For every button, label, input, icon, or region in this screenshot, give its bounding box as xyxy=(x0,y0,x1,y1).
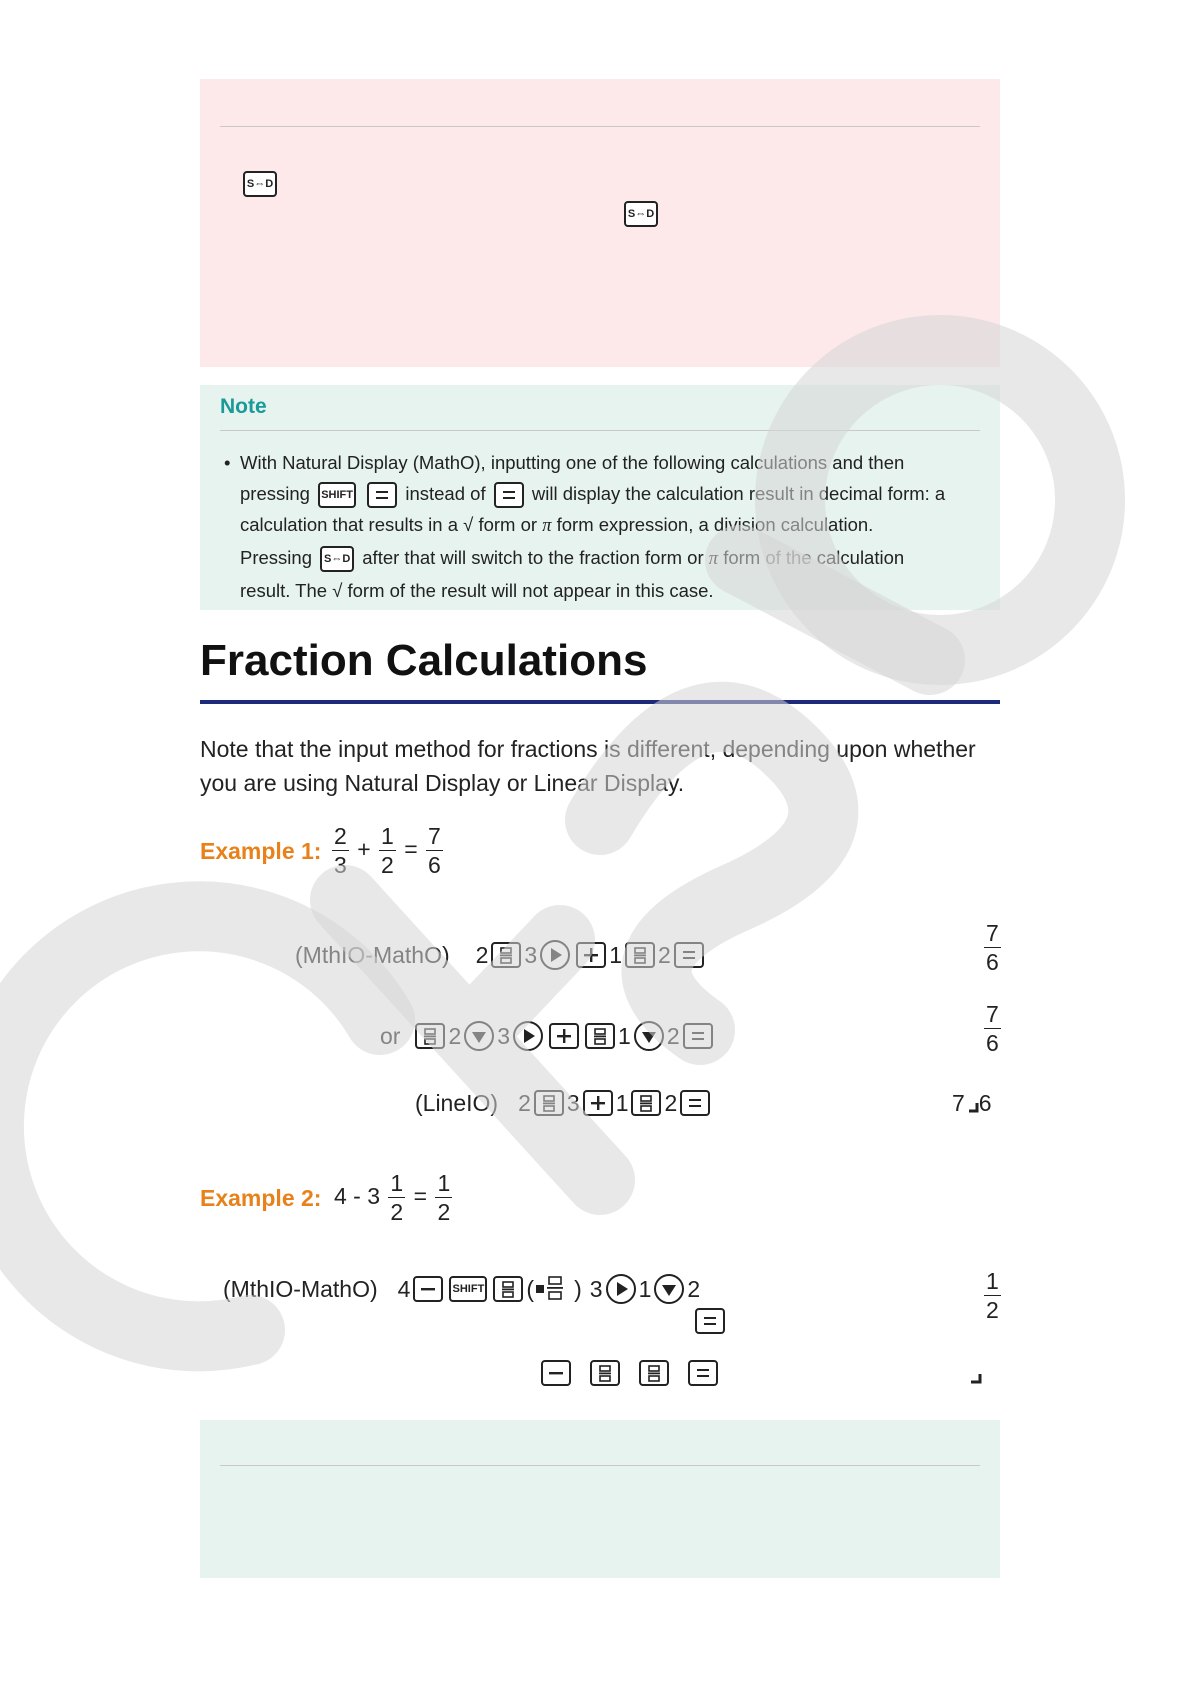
right-arrow-key-icon xyxy=(540,940,570,970)
right-arrow-key-icon xyxy=(606,1274,636,1304)
denominator: 2 xyxy=(986,1297,999,1323)
example-1-keystrokes-lineio xyxy=(415,1086,713,1120)
note-line-text: Pressing xyxy=(240,547,312,568)
example-1-keystrokes-alt xyxy=(380,1019,716,1053)
fraction-separator-icon xyxy=(965,1091,979,1115)
numerator: 1 xyxy=(390,1170,404,1196)
caution-box xyxy=(200,79,1000,367)
note-line-text: form of the calculation xyxy=(723,547,905,568)
digit: 1 xyxy=(615,1089,629,1116)
note-divider xyxy=(220,430,980,431)
note-line-text: result. The xyxy=(240,580,328,601)
fraction xyxy=(984,1270,1001,1322)
fraction xyxy=(379,825,396,877)
expression-text: 4 - 3 xyxy=(334,1183,381,1210)
fraction xyxy=(435,1172,452,1224)
fraction-key-icon xyxy=(625,942,655,968)
fraction-key-icon xyxy=(585,1023,615,1049)
digit: 4 xyxy=(397,1275,411,1302)
minus-key-icon xyxy=(541,1360,571,1386)
note-line xyxy=(240,542,984,575)
digit: 1 xyxy=(618,1022,631,1049)
result-value: 7 xyxy=(952,1089,965,1116)
right-arrow-key-icon xyxy=(513,1021,543,1051)
numerator: 1 xyxy=(986,1268,999,1294)
note-line xyxy=(240,478,984,509)
note-line-text: form of the result will not appear in this case. xyxy=(347,580,714,601)
paren: ( xyxy=(526,1275,535,1302)
section-intro: Note that the input method for fractions is different, depending upon whether you are using Natural Display or Linear Display. xyxy=(200,736,976,796)
mode-label: (MthIO-MathO) xyxy=(295,941,450,968)
note-line-text: calculation that results in a xyxy=(240,514,459,535)
sqrt-symbol: √ xyxy=(332,580,343,601)
digit: 2 xyxy=(448,1022,462,1049)
digit: 1 xyxy=(609,941,623,968)
digit: 2 xyxy=(475,941,489,968)
denominator: 6 xyxy=(428,852,441,878)
digit: 3 xyxy=(497,1022,511,1049)
equals-sign: = xyxy=(413,1183,428,1210)
note-title: Note xyxy=(220,395,267,418)
plus-key-icon xyxy=(549,1023,579,1049)
pi-symbol: π xyxy=(542,516,552,536)
sqrt-symbol: √ xyxy=(463,514,474,535)
fraction-key-icon xyxy=(590,1360,620,1386)
denominator: 2 xyxy=(390,1199,404,1225)
equals-key-icon xyxy=(680,1090,710,1116)
example-1-label: Example 1: xyxy=(200,838,322,864)
caution-box-divider xyxy=(220,126,980,127)
example-1-keystrokes-mathio xyxy=(295,938,707,972)
fraction xyxy=(332,825,349,877)
note-line-text: form or xyxy=(478,514,538,535)
example-1-expression xyxy=(330,825,445,877)
example-1-result-3 xyxy=(952,1086,992,1120)
example-2-equals-line xyxy=(692,1304,728,1338)
fraction xyxy=(426,825,443,877)
sd-key-icon: S⇔D xyxy=(243,171,277,197)
digit: 3 xyxy=(524,941,538,968)
mixed-fraction-icon xyxy=(534,1275,574,1303)
sd-key-icon: S⇔D xyxy=(624,201,658,227)
paren: ) xyxy=(574,1275,582,1302)
plus-key-icon xyxy=(576,942,606,968)
plus-sign: + xyxy=(357,836,371,863)
numerator: 1 xyxy=(381,823,394,849)
note-line-text: form expression, a division calculation. xyxy=(556,514,874,535)
example-2-label: Example 2: xyxy=(200,1185,322,1211)
numerator: 7 xyxy=(986,920,999,946)
example-2-expression xyxy=(334,1172,454,1224)
digit: 3 xyxy=(589,1275,603,1302)
digit: 1 xyxy=(638,1275,652,1302)
plus-key-icon xyxy=(583,1090,613,1116)
fraction xyxy=(984,1003,1001,1055)
section-title-rule xyxy=(200,700,1000,704)
equals-key-icon xyxy=(367,482,397,508)
fraction-separator-icon xyxy=(968,1366,984,1386)
fraction-key-icon xyxy=(534,1090,564,1116)
numerator: 7 xyxy=(428,823,441,849)
note-line-text: instead of xyxy=(405,483,486,504)
digit: 2 xyxy=(666,1022,680,1049)
example-2-keystrokes-second xyxy=(538,1356,721,1390)
shift-key-icon: SHIFT xyxy=(318,482,356,508)
equals-key-icon xyxy=(695,1308,725,1334)
denominator: 2 xyxy=(437,1199,451,1225)
note-line-text: will display the calculation result in decimal form: a xyxy=(531,483,946,504)
mode-label: (LineIO) xyxy=(415,1089,499,1116)
note-line xyxy=(240,509,984,542)
shift-key-icon: SHIFT xyxy=(449,1276,487,1302)
equals-key-icon xyxy=(683,1023,713,1049)
example-2-result xyxy=(982,1270,1003,1322)
equals-sign: = xyxy=(404,836,418,863)
sd-key-icon: S⇔D xyxy=(320,546,354,572)
bottom-note-divider xyxy=(220,1465,980,1466)
minus-key-icon xyxy=(413,1276,443,1302)
bullet: • xyxy=(224,452,231,473)
note-line xyxy=(240,447,984,478)
numerator: 7 xyxy=(986,1001,999,1027)
down-arrow-key-icon xyxy=(654,1274,684,1304)
down-arrow-key-icon xyxy=(464,1021,494,1051)
bottom-note-box xyxy=(200,1420,1000,1578)
example-1-result-1 xyxy=(982,922,1003,974)
fraction xyxy=(388,1172,405,1224)
numerator: 2 xyxy=(334,823,347,849)
example-2-keystrokes-mathio xyxy=(223,1272,700,1306)
down-arrow-key-icon xyxy=(634,1021,664,1051)
fraction-key-icon xyxy=(631,1090,661,1116)
section-title: Fraction Calculations xyxy=(200,636,648,685)
fraction-key-icon xyxy=(491,942,521,968)
equals-key-icon xyxy=(494,482,524,508)
fraction-key-icon xyxy=(493,1276,523,1302)
digit: 2 xyxy=(664,1089,678,1116)
denominator: 2 xyxy=(381,852,394,878)
example-1-result-2 xyxy=(982,1003,1003,1055)
note-box xyxy=(200,385,1000,610)
fraction-key-icon xyxy=(415,1023,445,1049)
fraction xyxy=(984,922,1001,974)
digit: 2 xyxy=(518,1089,531,1116)
denominator: 6 xyxy=(986,1030,999,1056)
digit: 2 xyxy=(687,1275,701,1302)
result-value: 6 xyxy=(978,1089,992,1116)
digit: 2 xyxy=(658,941,671,968)
mode-label: (MthIO-MathO) xyxy=(223,1275,378,1302)
fraction-key-icon xyxy=(639,1360,669,1386)
numerator: 1 xyxy=(437,1170,451,1196)
or-label: or xyxy=(380,1022,401,1049)
denominator: 3 xyxy=(334,852,347,878)
equals-key-icon xyxy=(674,942,704,968)
pi-symbol: π xyxy=(708,549,719,569)
note-line-text: after that will switch to the fraction form or xyxy=(362,547,704,568)
note-line-text: pressing xyxy=(240,483,310,504)
digit: 3 xyxy=(566,1089,580,1116)
equals-key-icon xyxy=(688,1360,718,1386)
note-text xyxy=(224,447,984,606)
denominator: 6 xyxy=(986,949,999,975)
note-line xyxy=(240,575,984,606)
note-line-text: With Natural Display (MathO), inputting one of the following calculations and then xyxy=(240,452,905,473)
